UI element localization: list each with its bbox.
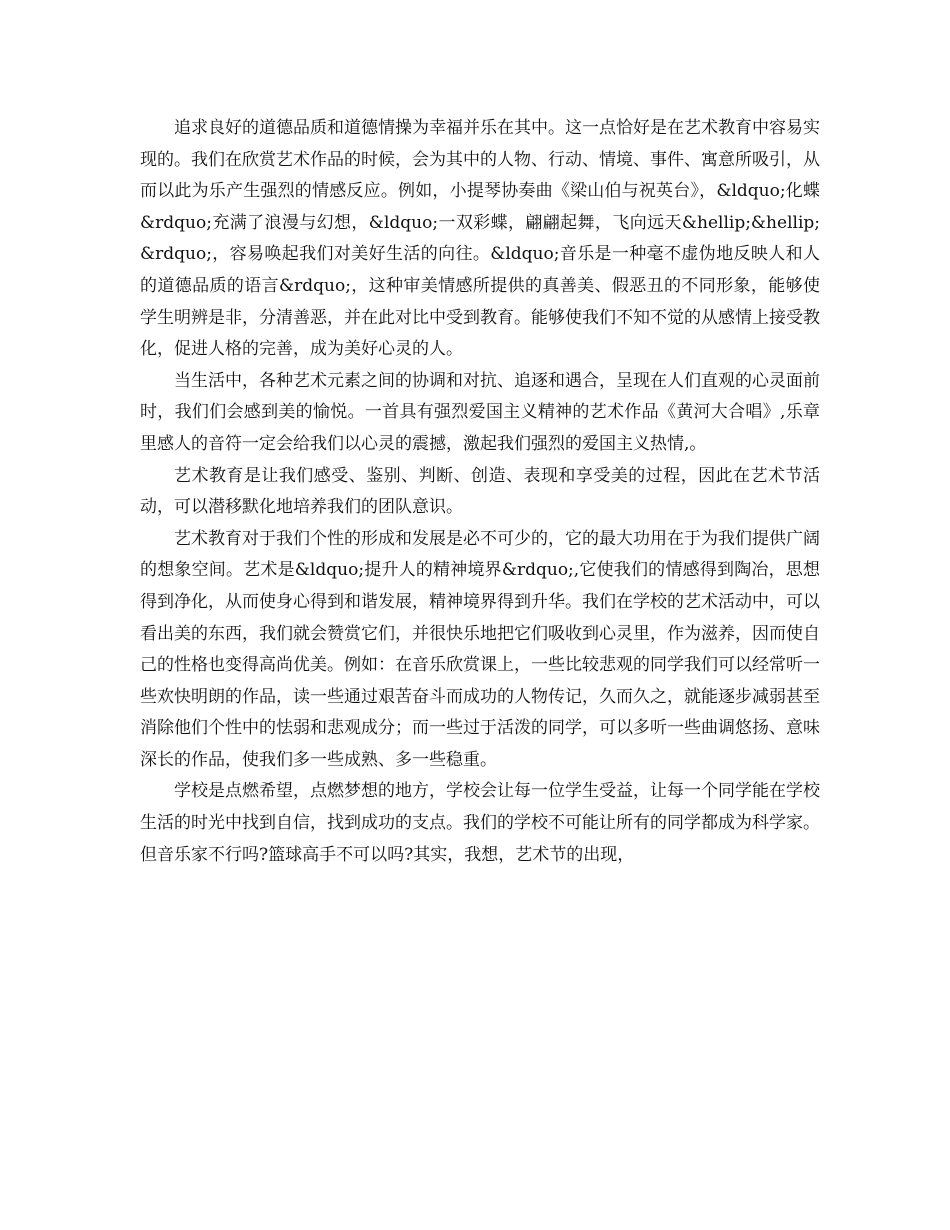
document-body (140, 113, 820, 871)
paragraph-1: 追求良好的道德品质和道德情操为幸福并乐在其中。这一点恰好是在艺术教育中容易实现的。我们在欣赏艺术作品的时候，会为其中的人物、行动、情境、事件、寓意所吸引，从而以此为乐产生强烈的情感反应。例如，小提琴协奏曲《梁山伯与祝英台》，&ldquo;化蝶&rdquo;充满了浪漫与幻想，&ldquo;一双彩蝶，翩翩起舞，飞向远天&hellip;&hellip;&rdquo;，容易唤起我们对美好生活的向往。&ldquo;音乐是一种毫不虚伪地反映人和人的道德品质的语言&rdquo;，这种审美情感所提供的真善美、假恶丑的不同形象，能够使学生明辨是非，分清善恶，并在此对比中受到教育。能够使我们不知不觉的从感情上接受教化，促进人格的完善，成为美好心灵的人。 (140, 118, 820, 360)
paragraph-3: 艺术教育是让我们感受、鉴别、判断、创造、表现和享受美的过程，因此在艺术节活动，可以潜移默化地培养我们的团队意识。 (140, 465, 820, 518)
paragraph-2: 当生活中，各种艺术元素之间的协调和对抗、追逐和遇合，呈现在人们直观的心灵面前时，我们们会感到美的愉悦。一首具有强烈爱国主义精神的艺术作品《黄河大合唱》,乐章里感人的音符一定会给我们以心灵的震撼，激起我们强烈的爱国主义热情,。 (140, 370, 820, 454)
paragraph-5: 学校是点燃希望，点燃梦想的地方，学校会让每一位学生受益，让每一个同学能在学校生活的时光中找到自信，找到成功的支点。我们的学校不可能让所有的同学都成为科学家。但音乐家不行吗?篮球高手不可以吗?其实，我想，艺术节的出现， (140, 781, 820, 865)
paragraph-4: 艺术教育对于我们个性的形成和发展是必不可少的，它的最大功用在于为我们提供广阔的想象空间。艺术是&ldquo;提升人的精神境界&rdquo;,它使我们的情感得到陶冶，思想得到净化，从而使身心得到和谐发展，精神境界得到升华。我们在学校的艺术活动中，可以看出美的东西，我们就会赞赏它们，并很快乐地把它们吸收到心灵里，作为滋养，因而使自己的性格也变得高尚优美。例如：在音乐欣赏课上，一些比较悲观的同学我们可以经常听一些欢快明朗的作品，读一些通过艰苦奋斗而成功的人物传记，久而久之，就能逐步减弱甚至消除他们个性中的怯弱和悲观成分；而一些过于活泼的同学，可以多听一些曲调悠扬、意味深长的作品，使我们多一些成熟、多一些稳重。 (140, 528, 820, 770)
